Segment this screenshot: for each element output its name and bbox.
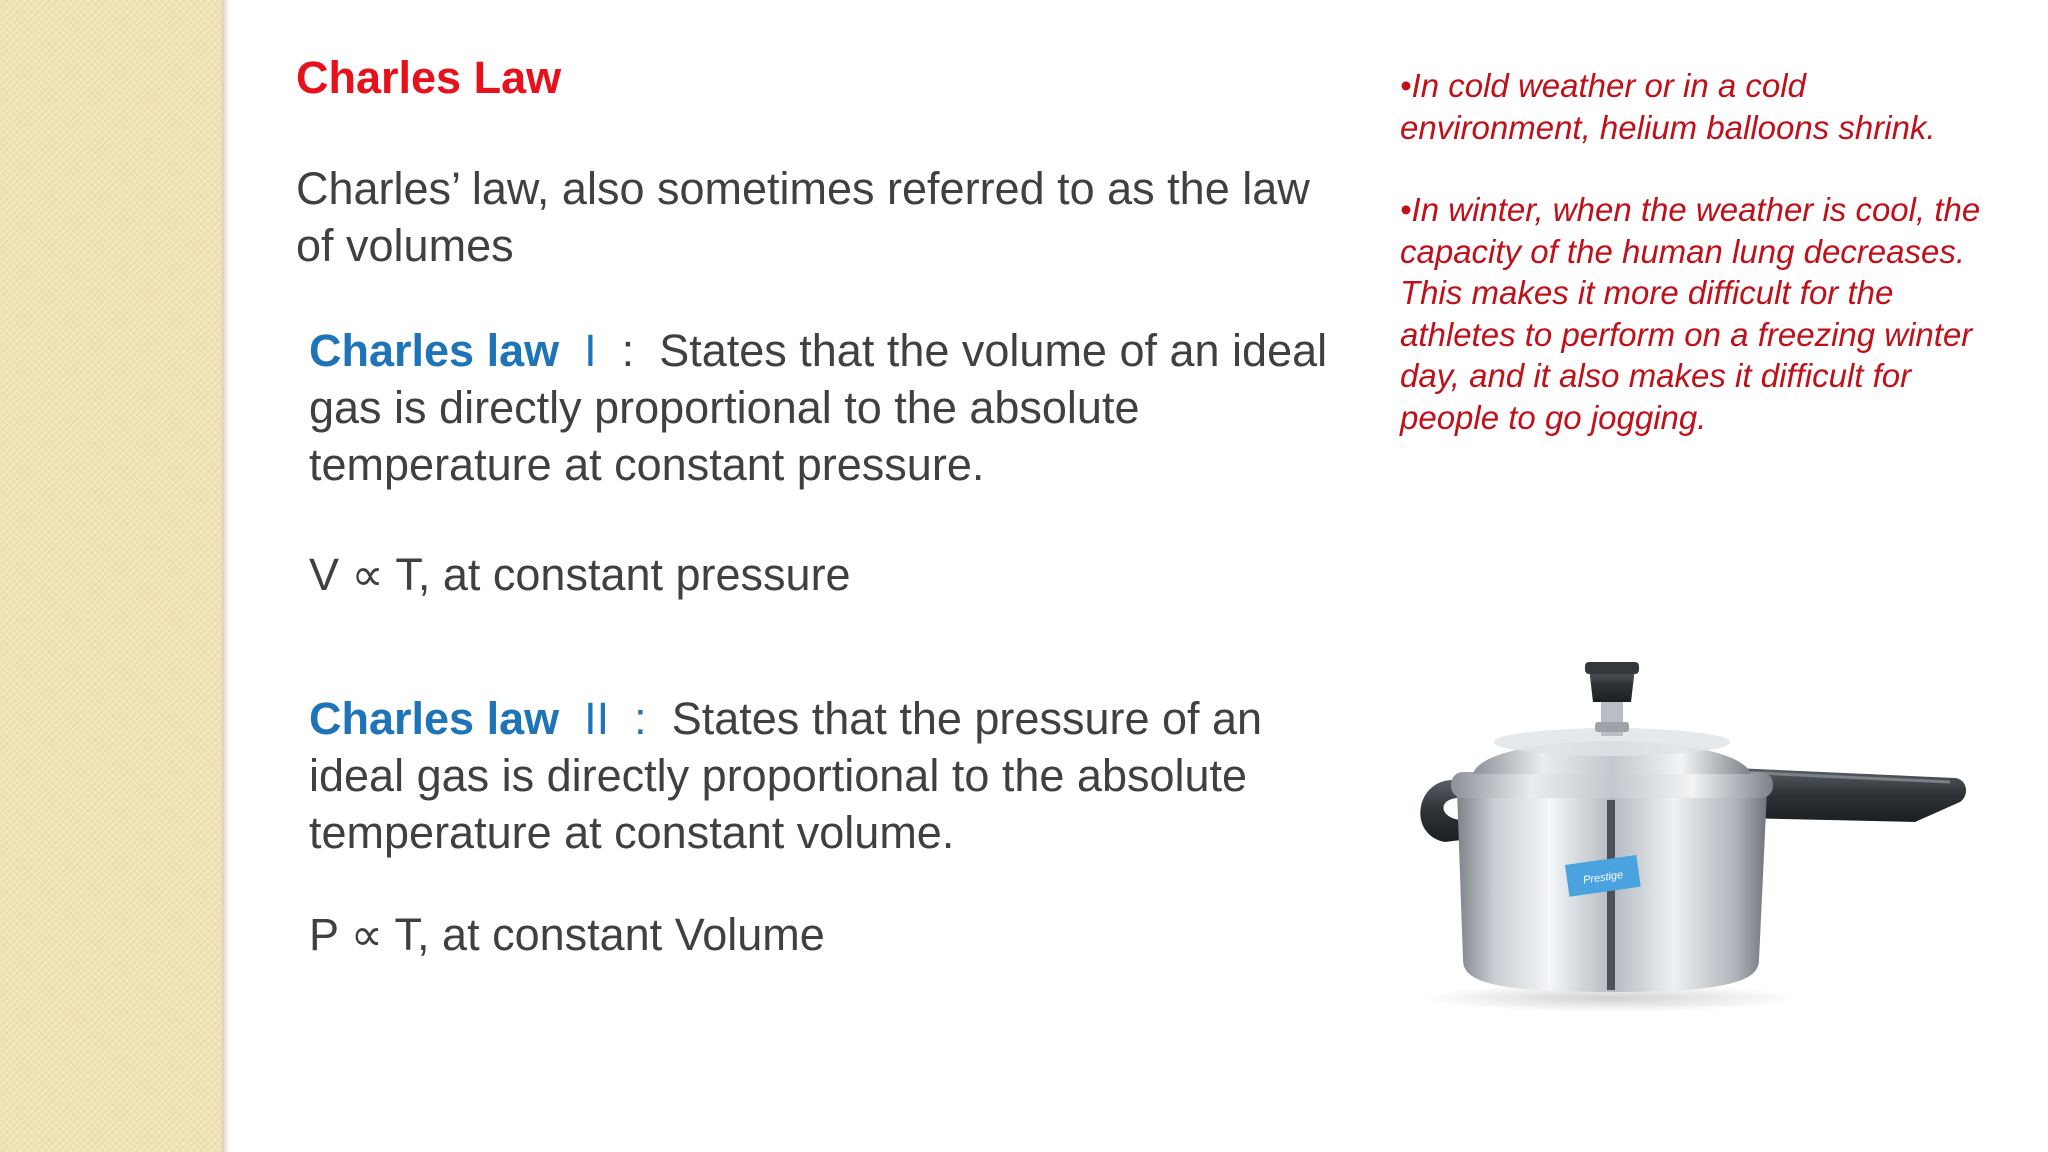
law-2-statement: States that the pressure of an ideal gas is directly proportional to the absolute temperature at constant volume. (309, 693, 1263, 858)
side-band-edge (222, 0, 230, 1152)
decorative-side-band (0, 0, 222, 1152)
law-1-name: Charles law (309, 325, 560, 376)
intro-text: Charles’ law, also sometimes referred to as the law of volumes (296, 163, 1310, 271)
formula-volume-temperature: V ∝ T, at constant pressure (309, 549, 851, 600)
examples-notes (1400, 65, 2000, 479)
note-lungs: •In winter, when the weather is cool, the capacity of the human lung decreases. This makes it more difficult for the athletes to perform on a freezing winter day, and it also makes it difficult for people to go jogging. (1400, 191, 1981, 436)
law-1-statement: States that the volume of an ideal gas is directly proportional to the absolute temperature at constant pressure. (309, 325, 1328, 490)
law-1-separator: : (621, 325, 635, 376)
law-2-number: II (584, 693, 610, 744)
law-2-separator: : (634, 693, 647, 744)
law-1-number: I (584, 325, 597, 376)
charles-law-1 (309, 322, 1349, 493)
pressure-cooker-image (1395, 660, 1975, 1020)
formula-pressure-temperature: P ∝ T, at constant Volume (309, 909, 825, 960)
law-2-name: Charles law (309, 693, 560, 744)
note-balloons: •In cold weather or in a cold environment, helium balloons shrink. (1400, 67, 1936, 146)
brand-label: Prestige (1582, 869, 1624, 887)
charles-law-2 (309, 690, 1349, 861)
slide-title: Charles Law (296, 52, 562, 103)
